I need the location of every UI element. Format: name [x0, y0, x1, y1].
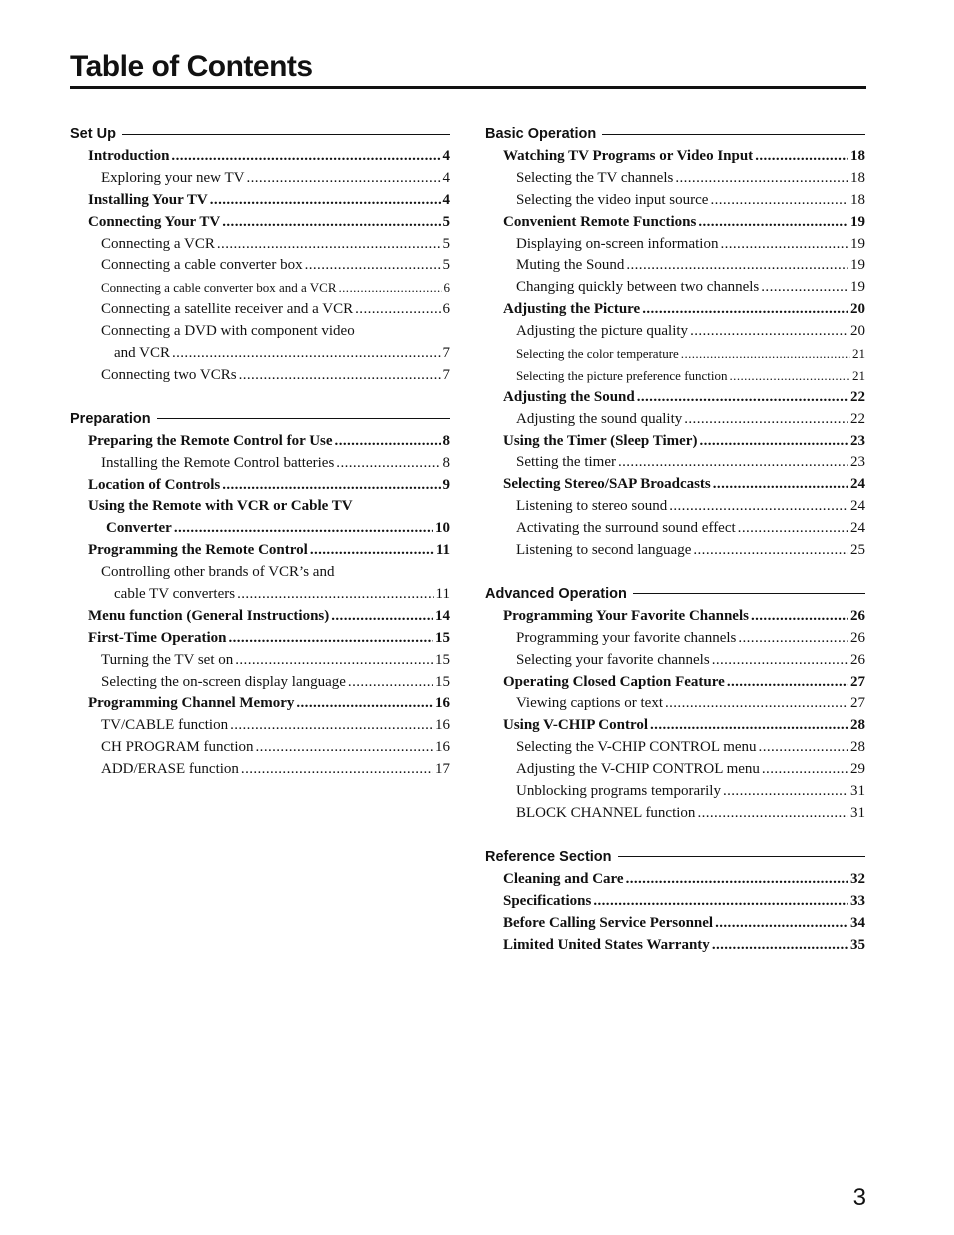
entry-page-number: 18: [850, 148, 865, 164]
toc-subentry[interactable]: [485, 234, 865, 256]
dot-leader: [336, 453, 440, 475]
toc-entry[interactable]: [70, 496, 450, 518]
page-number: 3: [852, 1184, 866, 1211]
entry-page-number: 8: [442, 454, 450, 471]
toc-subentry[interactable]: [485, 628, 865, 650]
dot-leader: [697, 803, 848, 825]
toc-entry[interactable]: [70, 628, 450, 650]
toc-left-column: [70, 124, 450, 803]
entry-label: Connecting Your TV: [88, 213, 221, 230]
dot-leader: [715, 913, 848, 935]
toc-entry[interactable]: [485, 672, 865, 694]
section-header: [70, 124, 450, 144]
toc-entry[interactable]: [485, 606, 865, 628]
entry-page-number: 19: [850, 279, 865, 296]
toc-entry[interactable]: [70, 190, 450, 212]
toc-subentry[interactable]: [70, 255, 450, 277]
entry-page-number: 7: [442, 345, 450, 362]
entry-page-number: 19: [850, 213, 865, 230]
entry-label: Listening to stereo sound: [516, 498, 668, 515]
entry-label: Limited United States Warranty: [503, 936, 710, 953]
toc-right-column: [485, 124, 865, 978]
entry-page-number: 16: [435, 695, 450, 712]
dot-leader: [310, 540, 434, 562]
dot-leader: [222, 475, 440, 497]
entry-label: Selecting your favorite channels: [516, 651, 710, 668]
entry-label: Programming your favorite channels: [516, 629, 737, 646]
dot-leader: [738, 628, 848, 650]
entry-label: Connecting two VCRs: [101, 366, 237, 383]
title-rule: [70, 86, 866, 89]
entry-page-number: 11: [435, 586, 450, 603]
dot-leader: [626, 869, 848, 891]
dot-leader: [642, 299, 848, 321]
entry-label: Controlling other brands of VCR’s and: [101, 564, 335, 581]
entry-label: Muting the Sound: [516, 257, 625, 274]
entry-label: Unblocking programs temporarily: [516, 783, 721, 800]
entry-page-number: 20: [850, 301, 865, 318]
dot-leader: [738, 518, 848, 540]
entry-label: Connecting a VCR: [101, 235, 215, 252]
entry-label: Location of Controls: [88, 476, 221, 493]
entry-label: Programming Channel Memory: [88, 695, 295, 712]
entry-label: and VCR: [114, 345, 170, 362]
toc-subentry[interactable]: [485, 452, 865, 474]
entry-label: Adjusting the Sound: [503, 388, 635, 405]
dot-leader: [693, 540, 848, 562]
entry-label: Viewing captions or text: [516, 695, 663, 712]
toc-subentry[interactable]: [70, 168, 450, 190]
entry-page-number: 27: [850, 695, 865, 712]
entry-label: Connecting a cable converter box: [101, 257, 303, 274]
entry-page-number: 28: [850, 739, 865, 756]
section-title: Basic Operation: [485, 126, 597, 142]
entry-page-number: 18: [850, 169, 865, 186]
entry-page-number: 22: [850, 410, 865, 427]
entry-label: Adjusting the picture quality: [516, 323, 689, 340]
toc-subentry[interactable]: [70, 759, 450, 781]
dot-leader: [720, 234, 848, 256]
toc-subentry[interactable]: [70, 277, 450, 299]
toc-entry[interactable]: [485, 146, 865, 168]
dot-leader: [730, 365, 850, 387]
toc-subentry[interactable]: [485, 277, 865, 299]
entry-label: ADD/ERASE function: [101, 761, 239, 778]
toc-subentry[interactable]: [485, 650, 865, 672]
section-title: Preparation: [70, 410, 151, 427]
entry-label: Selecting the video input source: [516, 191, 709, 208]
toc-subentry[interactable]: [485, 409, 865, 431]
entry-label: Selecting Stereo/SAP Broadcasts: [503, 476, 711, 493]
dot-leader: [762, 759, 848, 781]
entry-page-number: 26: [850, 607, 865, 624]
toc-entry[interactable]: [485, 212, 865, 234]
entry-page-number: 31: [850, 804, 865, 821]
entry-page-number: 28: [850, 717, 865, 734]
entry-label: Listening to second language: [516, 542, 692, 559]
entry-page-number: 6: [443, 280, 450, 296]
toc-entry[interactable]: [485, 474, 865, 496]
section-rule: [122, 134, 450, 135]
toc-entry[interactable]: [485, 431, 865, 453]
toc-entry[interactable]: [485, 715, 865, 737]
entry-label: Programming the Remote Control: [88, 542, 308, 559]
dot-leader: [626, 255, 848, 277]
entry-label: BLOCK CHANNEL function: [516, 804, 696, 821]
entry-page-number: 35: [850, 936, 865, 953]
toc-subentry[interactable]: [485, 759, 865, 781]
entry-label: Selecting the color temperature: [516, 346, 679, 362]
entry-label: Adjusting the Picture: [503, 301, 641, 318]
section-header: [485, 124, 865, 144]
entry-page-number: 4: [442, 148, 450, 164]
entry-label: cable TV converters: [114, 586, 236, 603]
dot-leader: [348, 672, 433, 694]
dot-leader: [246, 168, 440, 190]
entry-page-number: 23: [850, 454, 865, 471]
toc-section-advanced-operation: [485, 584, 865, 825]
dot-leader: [650, 715, 848, 737]
toc-section-preparation: [70, 409, 450, 781]
toc-subentry[interactable]: [485, 693, 865, 715]
entry-page-number: 15: [435, 629, 450, 646]
entry-label: Programming Your Favorite Channels: [503, 607, 749, 624]
entry-page-number: 15: [435, 673, 450, 690]
entry-label: Installing the Remote Control batteries: [101, 454, 335, 471]
entry-label: Menu function (General Instructions): [88, 607, 330, 624]
entry-page-number: 4: [442, 169, 450, 186]
dot-leader: [684, 409, 848, 431]
entry-page-number: 33: [850, 892, 865, 909]
toc-subentry[interactable]: [485, 168, 865, 190]
section-header: [70, 409, 450, 429]
entry-label: Using the Remote with VCR or Cable TV: [88, 498, 353, 515]
toc-subentry[interactable]: [70, 321, 450, 343]
toc-entry[interactable]: [70, 606, 450, 628]
entry-page-number: 24: [850, 520, 865, 537]
entry-label: Connecting a DVD with component video: [101, 323, 355, 340]
entry-page-number: 16: [435, 717, 450, 734]
entry-page-number: 15: [435, 651, 450, 668]
dot-leader: [217, 234, 441, 256]
section-rule: [157, 418, 450, 419]
dot-leader: [759, 737, 848, 759]
toc-subentry[interactable]: [70, 562, 450, 584]
toc-entry[interactable]: [485, 935, 865, 957]
dot-leader: [593, 891, 848, 913]
section-title: Advanced Operation: [485, 585, 627, 602]
dot-leader: [305, 255, 441, 277]
entry-page-number: 17: [435, 761, 450, 778]
entry-page-number: 9: [442, 476, 450, 493]
toc-subentry[interactable]: [70, 234, 450, 256]
section-rule: [618, 856, 865, 857]
dot-leader: [230, 715, 433, 737]
entry-label: Preparing the Remote Control for Use: [88, 432, 333, 449]
dot-leader: [699, 431, 848, 453]
dot-leader: [761, 277, 848, 299]
dot-leader: [675, 168, 848, 190]
dot-leader: [755, 146, 848, 168]
entry-page-number: 21: [852, 367, 865, 383]
entry-page-number: 4: [442, 191, 450, 208]
toc-entry[interactable]: [485, 299, 865, 321]
toc-subentry[interactable]: [70, 299, 450, 321]
dot-leader: [618, 452, 848, 474]
dot-leader: [228, 628, 433, 650]
entry-label: Turning the TV set on: [101, 651, 234, 668]
entry-page-number: 25: [850, 542, 865, 559]
dot-leader: [335, 431, 441, 453]
dot-leader: [256, 737, 433, 759]
entry-page-number: 19: [850, 257, 865, 274]
entry-label: Before Calling Service Personnel: [503, 914, 714, 931]
page-title: Table of Contents: [70, 50, 313, 83]
dot-leader: [665, 693, 848, 715]
entry-page-number: 5: [442, 213, 450, 230]
entry-page-number: 27: [850, 673, 865, 690]
toc-subentry[interactable]: [70, 365, 450, 387]
toc-subentry[interactable]: [485, 365, 865, 387]
entry-label: Exploring your new TV: [101, 169, 245, 186]
entry-label: First-Time Operation: [88, 629, 227, 646]
entry-page-number: 26: [850, 651, 865, 668]
dot-leader: [751, 606, 848, 628]
dot-leader: [174, 518, 433, 540]
entry-label: Connecting a satellite receiver and a VCR: [101, 301, 354, 318]
entry-label: Connecting a cable converter box and a VCR: [101, 280, 337, 296]
toc-subentry[interactable]: [485, 321, 865, 343]
toc-subentry[interactable]: [485, 518, 865, 540]
entry-page-number: 20: [850, 323, 865, 340]
entry-label: Operating Closed Caption Feature: [503, 673, 725, 690]
toc-subentry[interactable]: [70, 650, 450, 672]
dot-leader: [681, 343, 850, 365]
dot-leader: [712, 935, 848, 957]
entry-label: Using V-CHIP Control: [503, 717, 649, 734]
entry-label: Selecting the on-screen display language: [101, 673, 346, 690]
entry-label: Cleaning and Care: [503, 870, 624, 887]
toc-subentry[interactable]: [70, 453, 450, 475]
entry-page-number: 31: [850, 783, 865, 800]
toc-entry[interactable]: [70, 431, 450, 453]
dot-leader: [296, 693, 433, 715]
toc-entry[interactable]: [485, 913, 865, 935]
dot-leader: [727, 672, 848, 694]
toc-subentry[interactable]: [70, 737, 450, 759]
toc-entry[interactable]: [485, 387, 865, 409]
entry-page-number: 19: [850, 235, 865, 252]
dot-leader: [713, 474, 848, 496]
toc-subentry[interactable]: [485, 255, 865, 277]
toc-section-reference-section: [485, 847, 865, 957]
dot-leader: [669, 496, 848, 518]
entry-label: Selecting the TV channels: [516, 169, 674, 186]
entry-page-number: 7: [442, 366, 450, 383]
toc-entry[interactable]: [70, 146, 450, 168]
toc-entry[interactable]: [70, 475, 450, 497]
section-rule: [633, 593, 865, 594]
entry-page-number: 26: [850, 629, 865, 646]
dot-leader: [712, 650, 848, 672]
entry-page-number: 23: [850, 432, 865, 449]
entry-label: Convenient Remote Functions: [503, 213, 697, 230]
toc-entry[interactable]: [485, 869, 865, 891]
toc-subentry[interactable]: [485, 540, 865, 562]
toc-subentry[interactable]: [70, 343, 450, 365]
entry-label: Adjusting the V-CHIP CONTROL menu: [516, 761, 760, 778]
dot-leader: [698, 212, 848, 234]
entry-page-number: 29: [850, 761, 865, 778]
dot-leader: [331, 606, 433, 628]
entry-page-number: 24: [850, 476, 865, 493]
entry-page-number: 32: [850, 870, 865, 887]
toc-subentry[interactable]: [485, 803, 865, 825]
toc-subentry[interactable]: [70, 672, 450, 694]
dot-leader: [210, 190, 441, 212]
dot-leader: [710, 190, 848, 212]
entry-label: TV/CABLE function: [101, 717, 229, 734]
entry-label: Adjusting the sound quality: [516, 410, 683, 427]
entry-label: Using the Timer (Sleep Timer): [503, 432, 698, 449]
toc-subentry[interactable]: [485, 781, 865, 803]
entry-page-number: 21: [852, 346, 865, 362]
dot-leader: [172, 343, 441, 365]
section-title: Reference Section: [485, 848, 612, 865]
entry-page-number: 16: [435, 739, 450, 756]
toc-entry[interactable]: [70, 693, 450, 715]
entry-page-number: 6: [442, 301, 450, 318]
toc-subentry[interactable]: [485, 737, 865, 759]
entry-page-number: 24: [850, 498, 865, 515]
dot-leader: [171, 146, 440, 168]
entry-label: Specifications: [503, 892, 592, 909]
entry-page-number: 14: [435, 607, 450, 624]
entry-label: Setting the timer: [516, 454, 616, 471]
entry-label: Activating the surround sound effect: [516, 520, 736, 537]
entry-label: CH PROGRAM function: [101, 739, 254, 756]
entry-page-number: 5: [442, 257, 450, 274]
entry-page-number: 10: [435, 520, 450, 537]
dot-leader: [222, 212, 440, 234]
dot-leader: [637, 387, 848, 409]
entry-label: Selecting the picture preference function: [516, 367, 728, 383]
toc-entry[interactable]: [70, 540, 450, 562]
section-rule: [602, 134, 865, 135]
toc-subentry[interactable]: [70, 584, 450, 606]
entry-page-number: 11: [435, 542, 450, 559]
dot-leader: [355, 299, 440, 321]
section-title: Set Up: [70, 126, 116, 142]
toc-subentry[interactable]: [70, 715, 450, 737]
entry-label: Installing Your TV: [88, 191, 208, 208]
entry-label: Watching TV Programs or Video Input: [503, 148, 754, 164]
dot-leader: [239, 365, 441, 387]
dot-leader: [241, 759, 433, 781]
section-header: [485, 584, 865, 604]
entry-label: Converter: [106, 520, 172, 537]
entry-label: Changing quickly between two channels: [516, 279, 760, 296]
entry-page-number: 22: [850, 388, 865, 405]
toc-entry[interactable]: [485, 891, 865, 913]
entry-label: Displaying on-screen information: [516, 235, 719, 252]
toc-subentry[interactable]: [485, 190, 865, 212]
toc-section-basic-operation: [485, 124, 865, 562]
dot-leader: [690, 321, 848, 343]
section-header: [485, 847, 865, 867]
dot-leader: [723, 781, 848, 803]
entry-label: Selecting the V-CHIP CONTROL menu: [516, 739, 757, 756]
dot-leader: [237, 584, 433, 606]
entry-page-number: 5: [442, 235, 450, 252]
entry-page-number: 34: [850, 914, 865, 931]
toc-subentry[interactable]: [485, 343, 865, 365]
toc-section-set-up: [70, 124, 450, 387]
dot-leader: [235, 650, 433, 672]
entry-page-number: 18: [850, 191, 865, 208]
entry-label: Introduction: [88, 148, 170, 164]
toc-entry[interactable]: [70, 212, 450, 234]
entry-page-number: 8: [442, 432, 450, 449]
dot-leader: [339, 277, 442, 299]
toc-entry[interactable]: [70, 518, 450, 540]
toc-subentry[interactable]: [485, 496, 865, 518]
